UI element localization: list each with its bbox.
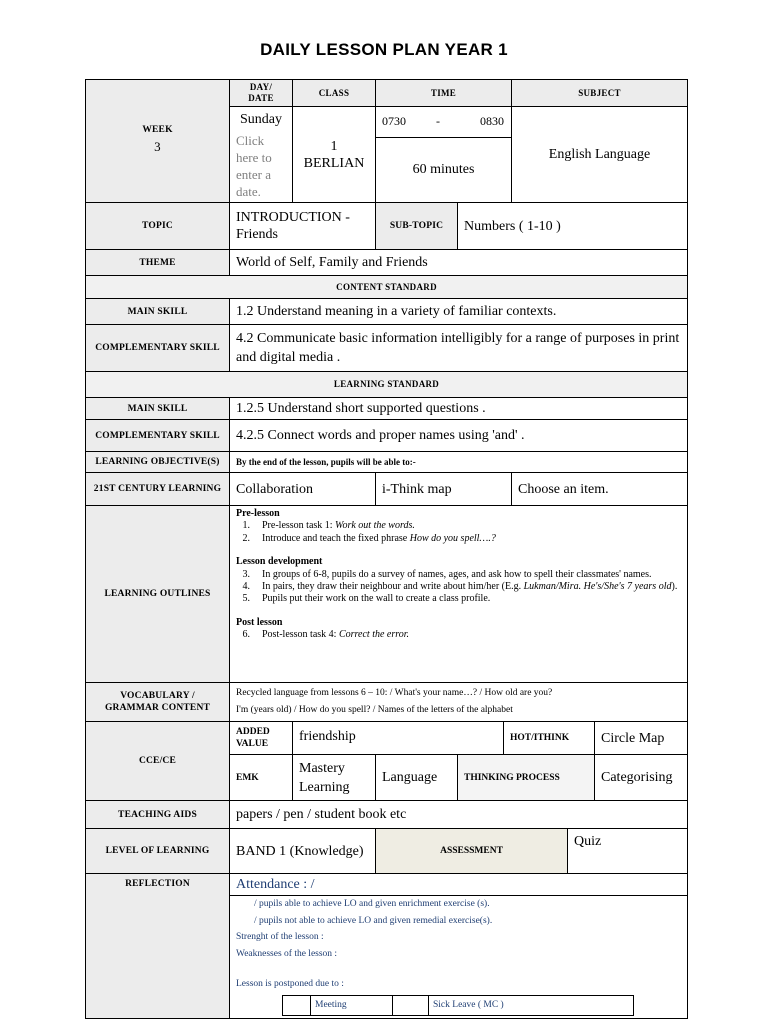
ls-complementary-value: 4.2.5 Connect words and proper names using 'and' .: [230, 420, 688, 452]
learning-standard-heading: LEARNING STANDARD: [86, 372, 688, 398]
outline-step-text: Pre-lesson task 1: Work out the words.: [262, 520, 415, 532]
class-cell: [293, 107, 376, 203]
outline-step-number: 6.: [242, 629, 250, 641]
meeting-checkbox[interactable]: [283, 995, 311, 1015]
outline-step: [236, 593, 681, 605]
outline-step: [236, 520, 681, 532]
development-heading: Lesson development: [236, 556, 323, 568]
ls-main-skill-value: 1.2.5 Understand short supported questions .: [230, 398, 688, 420]
outline-step: [236, 629, 681, 641]
outline-step-text: In groups of 6-8, pupils do a survey of names, ages, and ask how to spell their classmates' names.: [262, 568, 652, 580]
reflection-content: [230, 896, 688, 1019]
outline-step-number: 3.: [242, 568, 250, 580]
century21-item-collaboration[interactable]: Collaboration: [230, 473, 376, 506]
outlines-label: LEARNING OUTLINES: [86, 506, 230, 683]
subject-label: SUBJECT: [512, 80, 688, 107]
theme-label: THEME: [86, 250, 230, 276]
teaching-aids-label: TEACHING AIDS: [86, 801, 230, 829]
content-standard-heading: CONTENT STANDARD: [86, 276, 688, 299]
outline-step: [236, 533, 681, 545]
outlines-content: [230, 506, 688, 683]
century21-item-choose[interactable]: Choose an item.: [512, 473, 688, 506]
outline-step-number: 4.: [242, 581, 250, 593]
outline-step-italic: Work out the words.: [335, 520, 415, 532]
page-title: DAILY LESSON PLAN YEAR 1: [260, 40, 508, 59]
day-date-cell: [230, 107, 293, 203]
level-label: LEVEL OF LEARNING: [86, 829, 230, 874]
post-lesson-heading: Post lesson: [236, 616, 283, 628]
remedial-line: / pupils not able to achieve LO and given remedial exercise(s).: [254, 915, 493, 926]
theme-value: World of Self, Family and Friends: [230, 250, 688, 276]
weakness-line: Weaknesses of the lesson :: [236, 948, 338, 959]
lesson-plan-table: [85, 79, 688, 1019]
emk-label: EMK: [230, 755, 293, 801]
assessment-value: Quiz: [568, 829, 688, 874]
hot-ithink-label: HOT/ITHINK: [504, 722, 595, 755]
postpone-options: [282, 995, 634, 1016]
date-picker[interactable]: Click here to enter a date.: [236, 133, 272, 199]
week-label: WEEK: [142, 125, 173, 135]
cs-main-skill-label: MAIN SKILL: [86, 299, 230, 325]
outline-step: [236, 569, 681, 581]
time-range-cell: [376, 107, 512, 138]
subtopic-label: SUB-TOPIC: [376, 203, 458, 250]
outline-step-text: In pairs, they draw their neighbour and write about him/her (E.g. Lukman/Mira. He's/She's 7 years old).: [262, 581, 678, 593]
outline-step-text: Post-lesson task 4: Correct the error.: [262, 629, 410, 641]
duration: 60 minutes: [376, 137, 512, 202]
reflection-label: REFLECTION: [86, 874, 230, 1019]
enrichment-line: / pupils able to achieve LO and given enrichment exercise (s).: [254, 899, 490, 909]
topic-value: INTRODUCTION - Friends: [230, 203, 376, 250]
assessment-label: ASSESSMENT: [376, 829, 568, 874]
strength-line: Strenght of the lesson :: [236, 932, 324, 942]
ls-complementary-label: COMPLEMENTARY SKILL: [86, 420, 230, 452]
outline-step-italic: How do you spell….?: [409, 532, 496, 544]
class-name: BERLIAN: [303, 155, 365, 171]
outline-step: [236, 581, 681, 593]
added-value-label: ADDED VALUE: [230, 722, 293, 755]
cs-main-skill-value: 1.2 Understand meaning in a variety of familiar contexts.: [230, 299, 688, 325]
day-date-label: DAY/ DATE: [230, 80, 293, 107]
outline-step-text: Pupils put their work on the wall to create a class profile.: [262, 593, 491, 605]
cs-complementary-label: COMPLEMENTARY SKILL: [86, 325, 230, 372]
attendance: Attendance : /: [230, 874, 688, 896]
sick-leave-option: Sick Leave ( MC ): [429, 995, 634, 1015]
century21-item-ithink[interactable]: i-Think map: [376, 473, 512, 506]
hot-ithink-value: Circle Map: [595, 722, 688, 755]
cs-complementary-value: 4.2 Communicate basic information intelligibly for a range of purposes in print and digital media .: [230, 325, 688, 372]
subtopic-value: Numbers ( 1-10 ): [458, 203, 688, 250]
time-label: TIME: [376, 80, 512, 107]
objective-value: By the end of the lesson, pupils will be able to:-: [230, 452, 688, 473]
teaching-aids-value: papers / pen / student book etc: [230, 801, 688, 829]
emk-value-mastery: Mastery Learning: [293, 755, 376, 801]
vocab-line-2: I'm (years old) / How do you spell? / Names of the letters of the alphabet: [236, 705, 513, 715]
outline-step-italic: Correct the error.: [338, 629, 410, 641]
outline-step-number: 5.: [242, 593, 250, 605]
subject-value: English Language: [512, 107, 688, 203]
class-number: 1: [330, 138, 338, 154]
vocab-label: VOCABULARY / GRAMMAR CONTENT: [86, 683, 230, 722]
class-label: CLASS: [293, 80, 376, 107]
post-lesson-list: [236, 629, 681, 641]
vocab-content: [230, 683, 688, 722]
level-value: BAND 1 (Knowledge): [230, 829, 376, 874]
outline-step-text: Introduce and teach the fixed phrase How do you spell….?: [262, 532, 496, 544]
outline-step-number: 2.: [242, 532, 250, 544]
development-list: [236, 569, 681, 606]
day-value: Sunday: [240, 112, 282, 127]
pre-lesson-list: [236, 520, 681, 545]
time-start: 0730: [382, 114, 406, 129]
pre-lesson-heading: Pre-lesson: [236, 508, 280, 519]
time-end: 0830: [480, 114, 504, 129]
ls-main-skill-label: MAIN SKILL: [86, 398, 230, 420]
outlines-block: [236, 508, 681, 642]
objective-label: LEARNING OBJECTIVE(S): [86, 452, 230, 473]
time-dash: -: [436, 114, 440, 129]
week-value: 3: [154, 139, 161, 154]
cce-label: CCE/CE: [86, 722, 230, 801]
added-value: friendship: [293, 722, 504, 755]
vocab-line-1: Recycled language from lessons 6 – 10: / What's your name…? / How old are you?: [236, 688, 553, 698]
meeting-option: Meeting: [311, 995, 393, 1015]
emk-value-language: Language: [376, 755, 458, 801]
sick-leave-checkbox[interactable]: [393, 995, 429, 1015]
century21-label: 21ST CENTURY LEARNING: [86, 473, 230, 506]
thinking-process-label: THINKING PROCESS: [458, 755, 595, 801]
topic-label: TOPIC: [86, 203, 230, 250]
outline-step-number: 1.: [242, 520, 250, 532]
week-cell: [86, 80, 230, 203]
outline-step-italic: Lukman/Mira. He's/She's 7 years old: [523, 581, 672, 593]
postponed-line: Lesson is postponed due to :: [236, 979, 344, 989]
thinking-process-value: Categorising: [595, 755, 688, 801]
